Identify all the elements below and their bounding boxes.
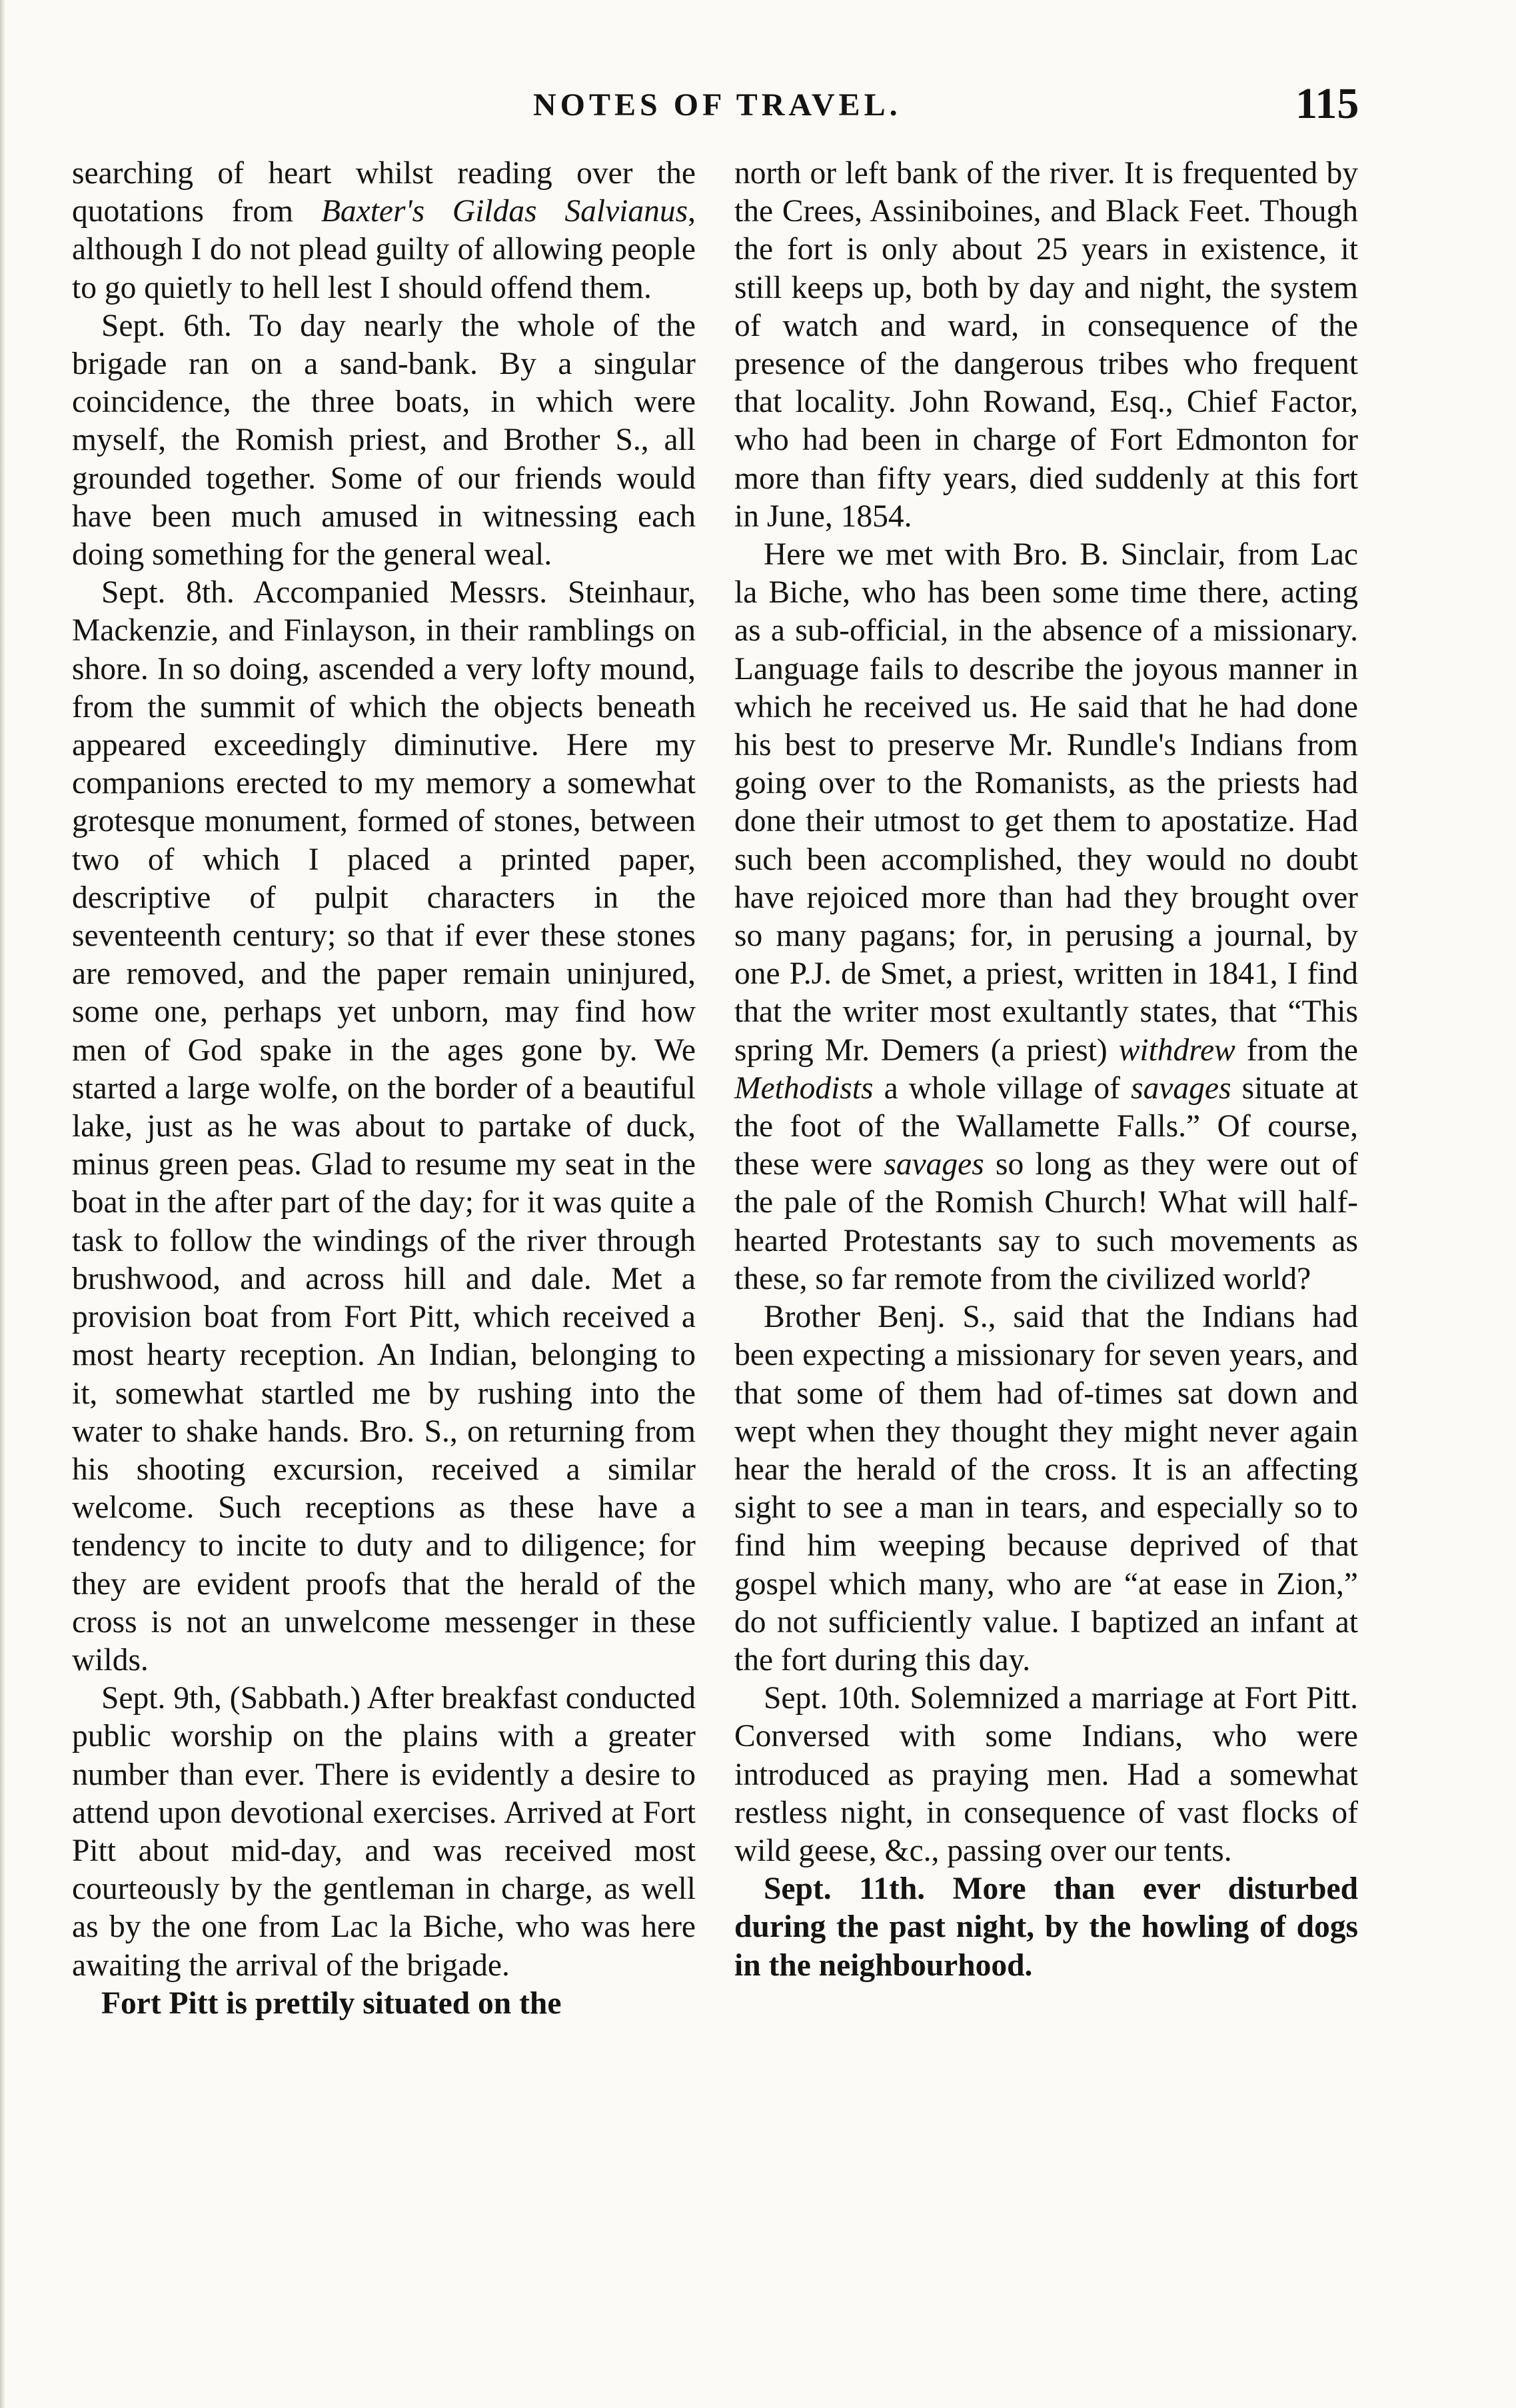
page-number: 115 (1295, 79, 1359, 128)
paragraph-text: a whole village of (873, 1070, 1132, 1106)
page-edge (0, 0, 5, 2408)
paragraph: north or left bank of the river. It is frequented by the Crees, Assiniboines, and Black Feet. Though the fort is only about 25 years in existence, it still keeps up, both by day and night, the system of watch and ward, in consequence of the presence of the dangerous tribes who frequent that locality. John Rowand, Esq., Chief Factor, who had been in charge of Fort Edmonton for more than fifty years, died suddenly at this fort in June, 1854. (734, 156, 1358, 534)
paragraph: Fort Pitt is prettily situated on the (101, 1985, 562, 2021)
italic-word: Methodists (734, 1070, 874, 1106)
paragraph (72, 155, 696, 307)
italic-word: withdrew (1118, 1032, 1235, 1068)
paragraph: Sept. 9th, (Sabbath.) After breakfast conducted public worship on the plains with a greater number than ever. There is evidently a desire to attend upon devotional exercises. Arrived at Fort Pitt about mid-day, and was received most courteously by the gentleman in charge, as well as by the one from Lac la Biche, who was here awaiting the arrival of the brigade. (72, 1681, 696, 1983)
paragraph: Sept. 11th. More than ever disturbed during the past night, by the howling of dogs in the neighbourhood. (734, 1871, 1358, 1983)
paragraph-text: so long as they were out of the pale of the Romish Church! What will half-hearted Protestants say to such movements as these, so far remote from the civilized world? (734, 1147, 1358, 1296)
paragraph-text: Here we met with Bro. B. Sinclair, from Lac la Biche, who has been some time there, acting as a sub-official, in the absence of a missionary. Language fails to describe the joyous manner in which he received us. He said that he had done his best to preserve Mr. Rundle's Indians from going over to the Romanists, as the priests had done their utmost to get them to apostatize. Had such been accomplished, they would no doubt have rejoiced more than had they brought over so many pagans; for, in perusing a journal, by one P.J. de Smet, a priest, written in 1841, I find that the writer most exultantly states, that “This spring Mr. Demers (a priest) (734, 537, 1358, 1068)
paragraph-text: , although I do not plead guilty of allowing people to go quietly to hell lest I should offend them. (72, 194, 696, 305)
left-column (72, 155, 696, 2394)
paragraph-text: situate at the foot of the Wallamette Falls.” Of course, these were (734, 1070, 1358, 1182)
book-title: Baxter's Gildas Salvianus (321, 194, 688, 229)
paragraph-text: searching of heart whilst reading over the quotations from (72, 156, 696, 229)
paragraph: Sept. 6th. To day nearly the whole of the brigade ran on a sand-bank. By a singular coincidence, the three boats, in which were myself, the Romish priest, and Brother S., all grounded together. Some of our friends would have been much amused in witnessing each doing something for the general weal. (72, 308, 696, 573)
paragraph: Sept. 8th. Accompanied Messrs. Steinhaur, Mackenzie, and Finlayson, in their ramblings on shore. In so doing, ascended a very lofty mound, from the summit of which the objects beneath appeared exceedingly diminutive. Here my companions erected to my memory a somewhat grotesque monument, formed of stones, between two of which I placed a printed paper, descriptive of pulpit characters in the seventeenth century; so that if ever these stones are removed, and the paper remain uninjured, some one, perhaps yet unborn, may find how men of God spake in the ages gone by. We started a large wolfe, on the border of a beautiful lake, just as he was about to partake of duck, minus green peas. Glad to resume my seat in the boat in the after part of the day; for it was quite a task to follow the windings of the river through brushwood, and across hill and dale. Met a provision boat from Fort Pitt, which received a most hearty reception. An Indian, belonging to it, somewhat startled me by rushing into the water to shake hands. Bro. S., on returning from his shooting excursion, received a similar welcome. Such receptions as these have a tendency to incite to duty and to diligence; for they are evident proofs that the herald of the cross is not an unwelcome messenger in these wilds. (72, 575, 696, 1678)
paragraph: Brother Benj. S., said that the Indians had been expecting a missionary for seven years, and that some of them had of-times sat down and wept when they thought they might never again hear the herald of the cross. It is an affecting sight to see a man in tears, and especially so to find him weeping because deprived of that gospel which many, who are “at ease in Zion,” do not sufficiently value. I baptized an infant at the fort during this day. (734, 1300, 1358, 1678)
page-header (0, 79, 1516, 152)
running-title: NOTES OF TRAVEL. (533, 87, 902, 123)
paragraph: Sept. 10th. Solemnized a marriage at Fort Pitt. Conversed with some Indians, who were introduced as praying men. Had a somewhat restless night, in consequence of vast flocks of wild geese, &c., passing over our tents. (734, 1681, 1358, 1868)
italic-word: savages (1131, 1070, 1231, 1106)
right-column (734, 155, 1358, 2394)
paragraph (734, 536, 1358, 1298)
paragraph-text: from the (1235, 1032, 1358, 1068)
italic-word: savages (884, 1147, 984, 1182)
